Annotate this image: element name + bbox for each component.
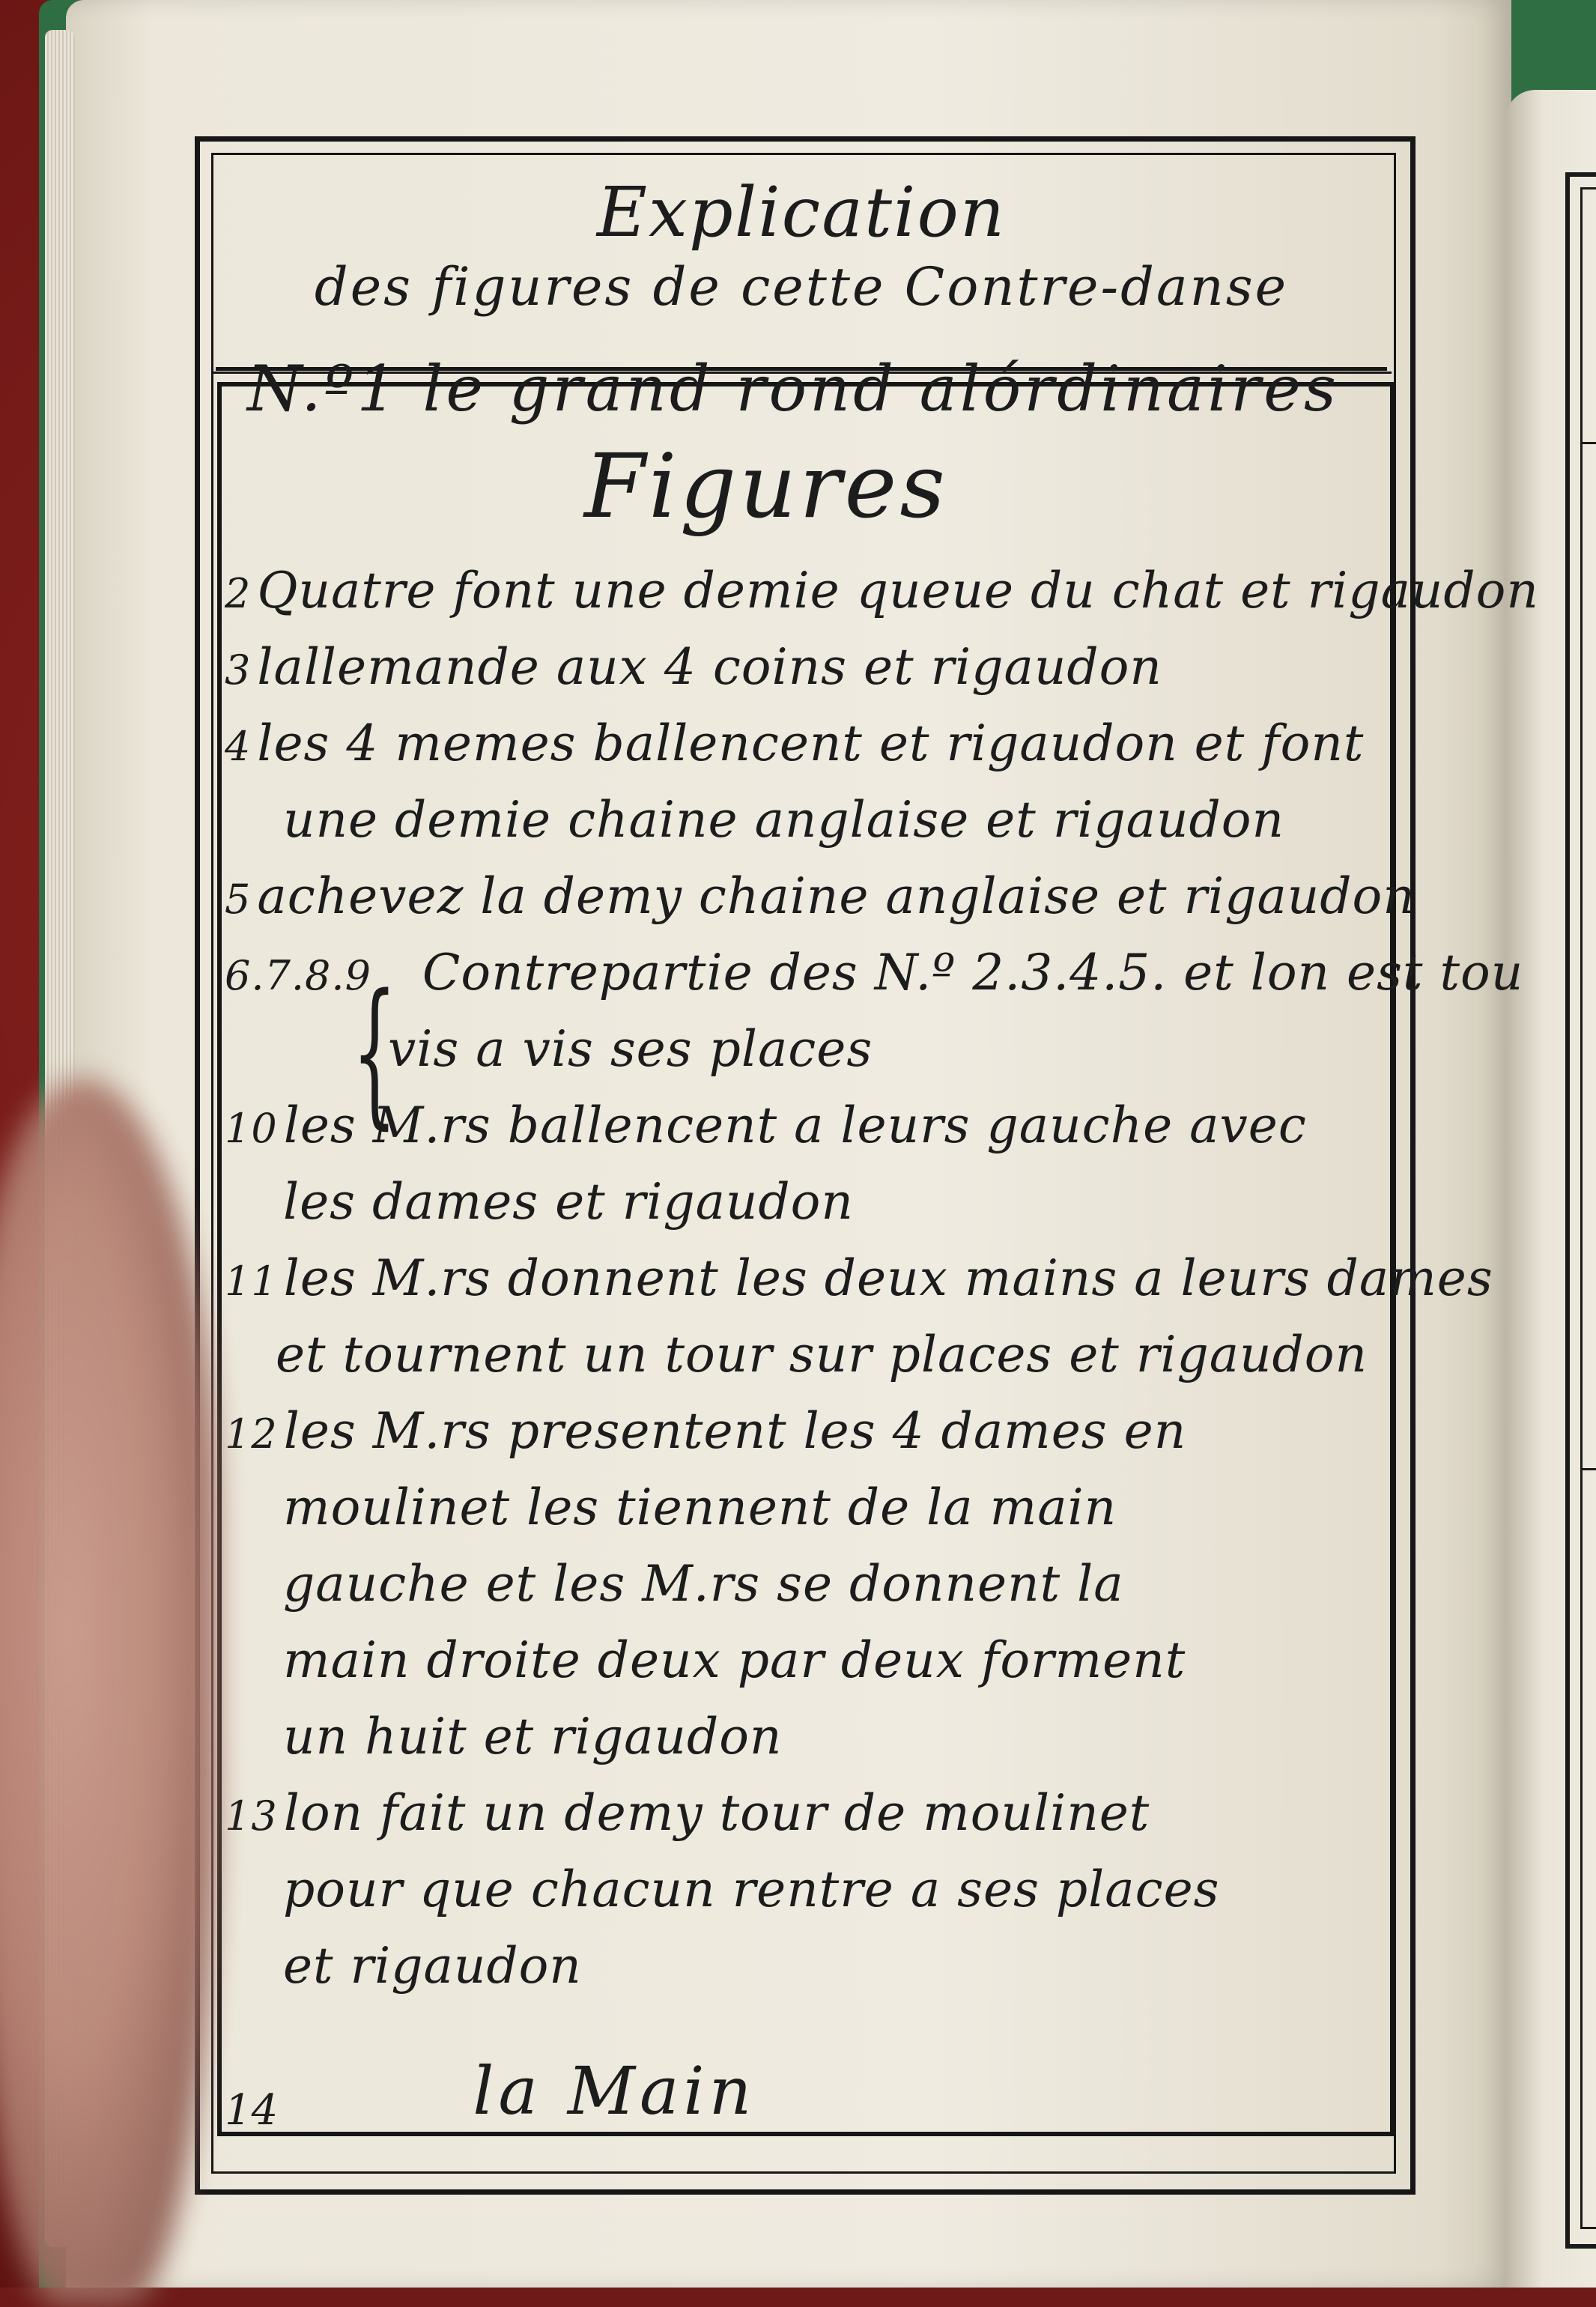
list-item: gauche et les M.rs se donnent la	[283, 1555, 1124, 1613]
list-item: moulinet les tiennent de la main	[283, 1479, 1117, 1536]
list-item: main droite deux par deux forment	[283, 1631, 1186, 1689]
final-entry-number: 14	[225, 2086, 279, 2135]
list-item: 12 les M.rs presentent les 4 dames en	[225, 1402, 1187, 1460]
list-item: 6.7.8.9 Contrepartie des N.º 2.3.4.5. et lon est tou	[225, 944, 1524, 1001]
list-item: 5 achevez la demy chaine anglaise et rigaudon	[225, 867, 1416, 925]
right-page-rule	[1580, 442, 1596, 444]
right-page	[1505, 90, 1596, 2288]
list-item: 2 Quatre font une demie queue du chat et rigaudon	[225, 562, 1539, 619]
list-item: et tournent un tour sur places et rigaudon	[276, 1326, 1368, 1383]
right-page-inner-frame	[1580, 187, 1596, 2229]
list-item: vis a vis ses places	[388, 1020, 873, 1078]
list-item: un huit et rigaudon	[283, 1708, 783, 1765]
curly-brace-icon: {	[352, 960, 398, 1144]
list-item: 3 lallemande aux 4 coins et rigaudon	[225, 638, 1162, 696]
title-line-1: Explication	[596, 172, 1007, 252]
list-item: 10 les M.rs ballencent a leurs gauche avec	[225, 1097, 1307, 1154]
list-item: pour que chacun rentre a ses places	[283, 1861, 1220, 1918]
right-page-rule	[1580, 1468, 1596, 1470]
list-item: 4 les 4 memes ballencent et rigaudon et font	[225, 715, 1365, 772]
list-item: et rigaudon	[283, 1937, 582, 1995]
figures-heading: Figures	[584, 434, 948, 538]
list-item: les dames et rigaudon	[283, 1173, 854, 1231]
figure-1-heading: N.º1 le grand rond alórdinaires	[247, 352, 1339, 425]
list-item: 11 les M.rs donnent les deux mains a leurs dames	[225, 1249, 1493, 1307]
title-line-2: des figures de cette Contre-danse	[314, 256, 1289, 318]
list-item: 13 lon fait un demy tour de moulinet	[225, 1784, 1150, 1842]
final-entry	[225, 2052, 756, 2135]
final-entry-text: la Main	[473, 2052, 756, 2129]
list-item: une demie chaine anglaise et rigaudon	[283, 791, 1284, 849]
blurred-finger	[0, 1079, 217, 2307]
